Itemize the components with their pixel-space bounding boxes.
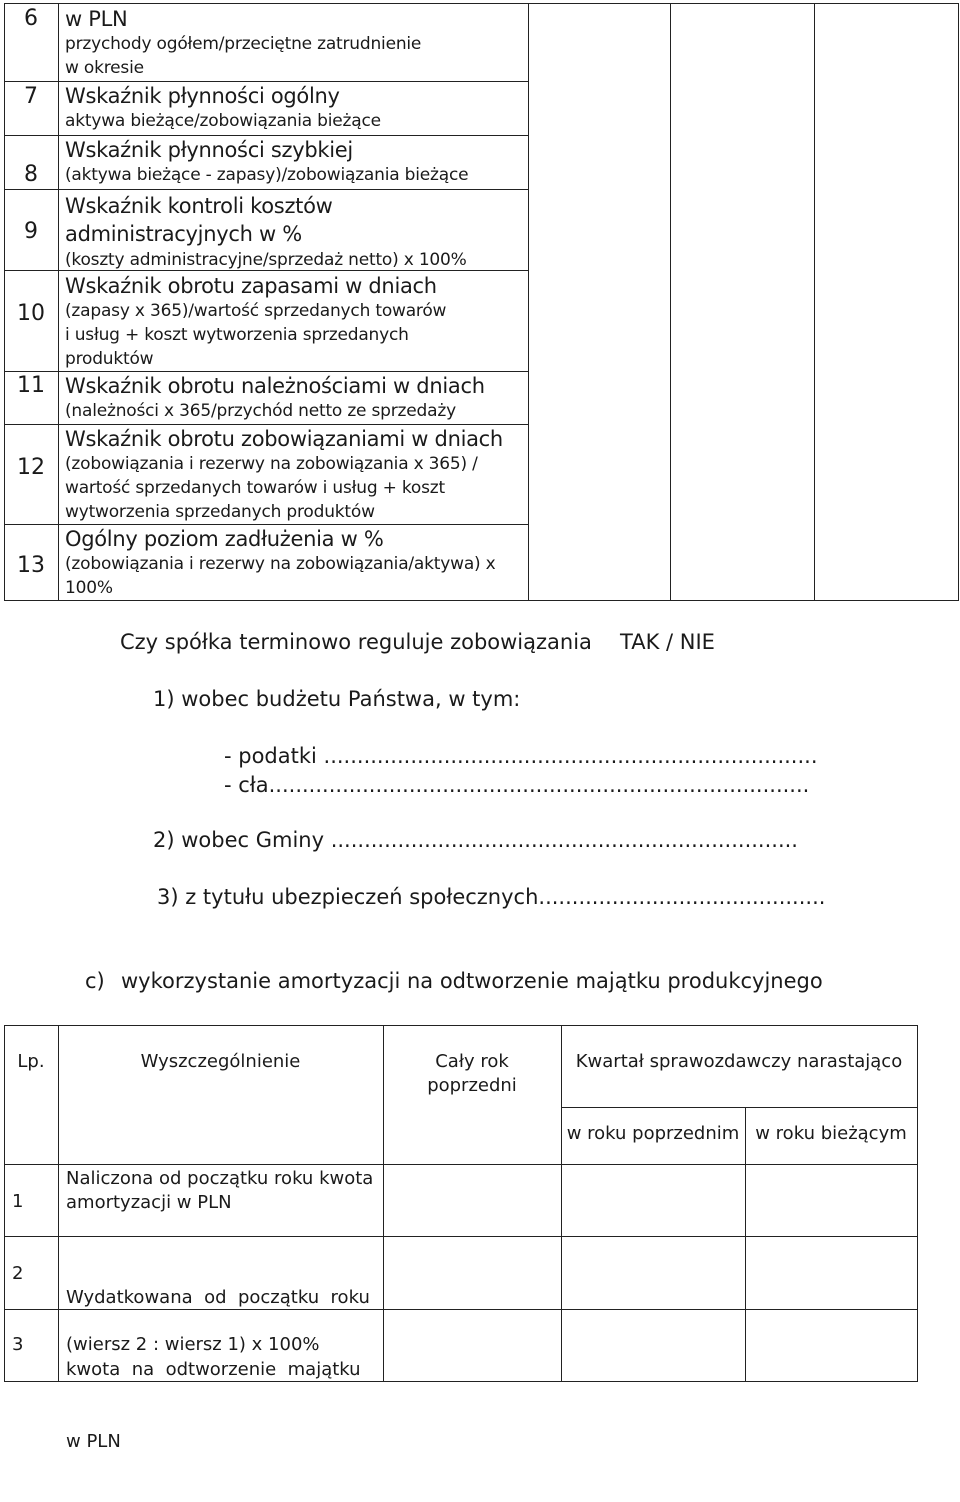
row-number: 10: [17, 301, 45, 326]
row-formula: i usług + koszt wytworzenia sprzedanych: [65, 325, 409, 345]
row-number: 6: [24, 6, 38, 31]
header-quarter: Kwartał sprawozdawczy narastająco: [575, 1051, 903, 1072]
table-row: [66, 1167, 374, 1215]
row-title: Ogólny poziom zadłużenia w %: [65, 527, 384, 551]
row-text: Wydatkowana od początku roku: [66, 1287, 370, 1308]
row-formula: produktów: [65, 349, 154, 369]
row-number: 2: [12, 1263, 24, 1284]
header-full-year-line1: Cały rok: [435, 1051, 509, 1072]
duties-item: - cła.................................................................................: [224, 773, 810, 797]
row-title: Wskaźnik płynności ogólny: [65, 84, 340, 108]
row-text: (wiersz 2 : wiersz 1) x 100%: [66, 1334, 320, 1355]
header-specification: Wyszczególnienie: [140, 1051, 301, 1072]
header-full-year-line2: poprzedni: [427, 1075, 517, 1096]
row-title: Wskaźnik obrotu zapasami w dniach: [65, 274, 437, 298]
header-full-year: [383, 1050, 561, 1098]
row-formula: w okresie: [65, 58, 144, 78]
row-number: 12: [17, 455, 45, 480]
section-title: wykorzystanie amortyzacji na odtworzenie majątku produkcyjnego: [121, 969, 823, 993]
row-formula: (zobowiązania i rezerwy na zobowiązania x 365) /: [65, 454, 478, 474]
section-letter: c): [85, 969, 105, 993]
table-row: [65, 373, 527, 423]
row-title: Wskaźnik obrotu zobowiązaniami w dniach: [65, 427, 503, 451]
row-number: 3: [12, 1334, 24, 1355]
row-number: 11: [17, 373, 45, 398]
row-formula: wartość sprzedanych towarów i usług + koszt: [65, 478, 445, 498]
table-row: [65, 526, 527, 600]
header-lp: Lp.: [17, 1051, 45, 1072]
row-title: Wskaźnik obrotu należnościami w dniach: [65, 374, 485, 398]
header-curr-year: w roku bieżącym: [755, 1123, 907, 1144]
gmina-item: 2) wobec Gminy ......................................................................: [153, 828, 798, 852]
taxes-item: - podatki ..........................................................................: [224, 744, 818, 768]
table-row: [65, 6, 527, 80]
row-number: 13: [17, 553, 45, 578]
row-formula: (należności x 365/przychód netto ze sprzedaży: [65, 401, 456, 421]
row-title: w PLN: [65, 7, 128, 31]
table-row: [65, 192, 527, 272]
row-text: w PLN: [66, 1431, 121, 1452]
row-number: 1: [12, 1191, 24, 1212]
table-row: [65, 273, 527, 371]
row-formula: (zapasy x 365)/wartość sprzedanych towarów: [65, 301, 447, 321]
row-title: administracyjnych w %: [65, 222, 302, 246]
row-text: amortyzacji w PLN: [66, 1192, 232, 1213]
table-row: [65, 426, 527, 524]
row-formula: (aktywa bieżące - zapasy)/zobowiązania bieżące: [65, 165, 469, 185]
row-number: 8: [24, 162, 38, 187]
row-formula: (koszty administracyjne/sprzedaż netto) x 100%: [65, 250, 467, 270]
row-number: 7: [24, 84, 38, 109]
row-text: kwota na odtworzenie majątku: [66, 1359, 361, 1380]
question-text: Czy spółka terminowo reguluje zobowiązania: [120, 630, 592, 654]
row-title: Wskaźnik płynności szybkiej: [65, 138, 353, 162]
row-formula: przychody ogółem/przeciętne zatrudnienie: [65, 34, 422, 54]
table-row: [66, 1333, 374, 1357]
table-row: [65, 83, 527, 133]
header-prev-year: w roku poprzednim: [566, 1123, 740, 1144]
row-formula: wytworzenia sprzedanych produktów: [65, 502, 375, 522]
answer-options: TAK / NIE: [620, 630, 715, 654]
table-row: [65, 137, 527, 187]
row-formula: (zobowiązania i rezerwy na zobowiązania/aktywa) x: [65, 554, 496, 574]
row-number: 9: [24, 219, 38, 244]
budget-item: 1) wobec budżetu Państwa, w tym:: [153, 687, 521, 711]
row-formula: aktywa bieżące/zobowiązania bieżące: [65, 111, 381, 131]
social-insurance-item: 3) z tytułu ubezpieczeń społecznych...........................................: [157, 885, 826, 909]
table-row: [66, 1238, 374, 1502]
row-text: Naliczona od początku roku kwota: [66, 1168, 374, 1189]
row-title: Wskaźnik kontroli kosztów: [65, 194, 333, 218]
row-formula: 100%: [65, 578, 113, 598]
